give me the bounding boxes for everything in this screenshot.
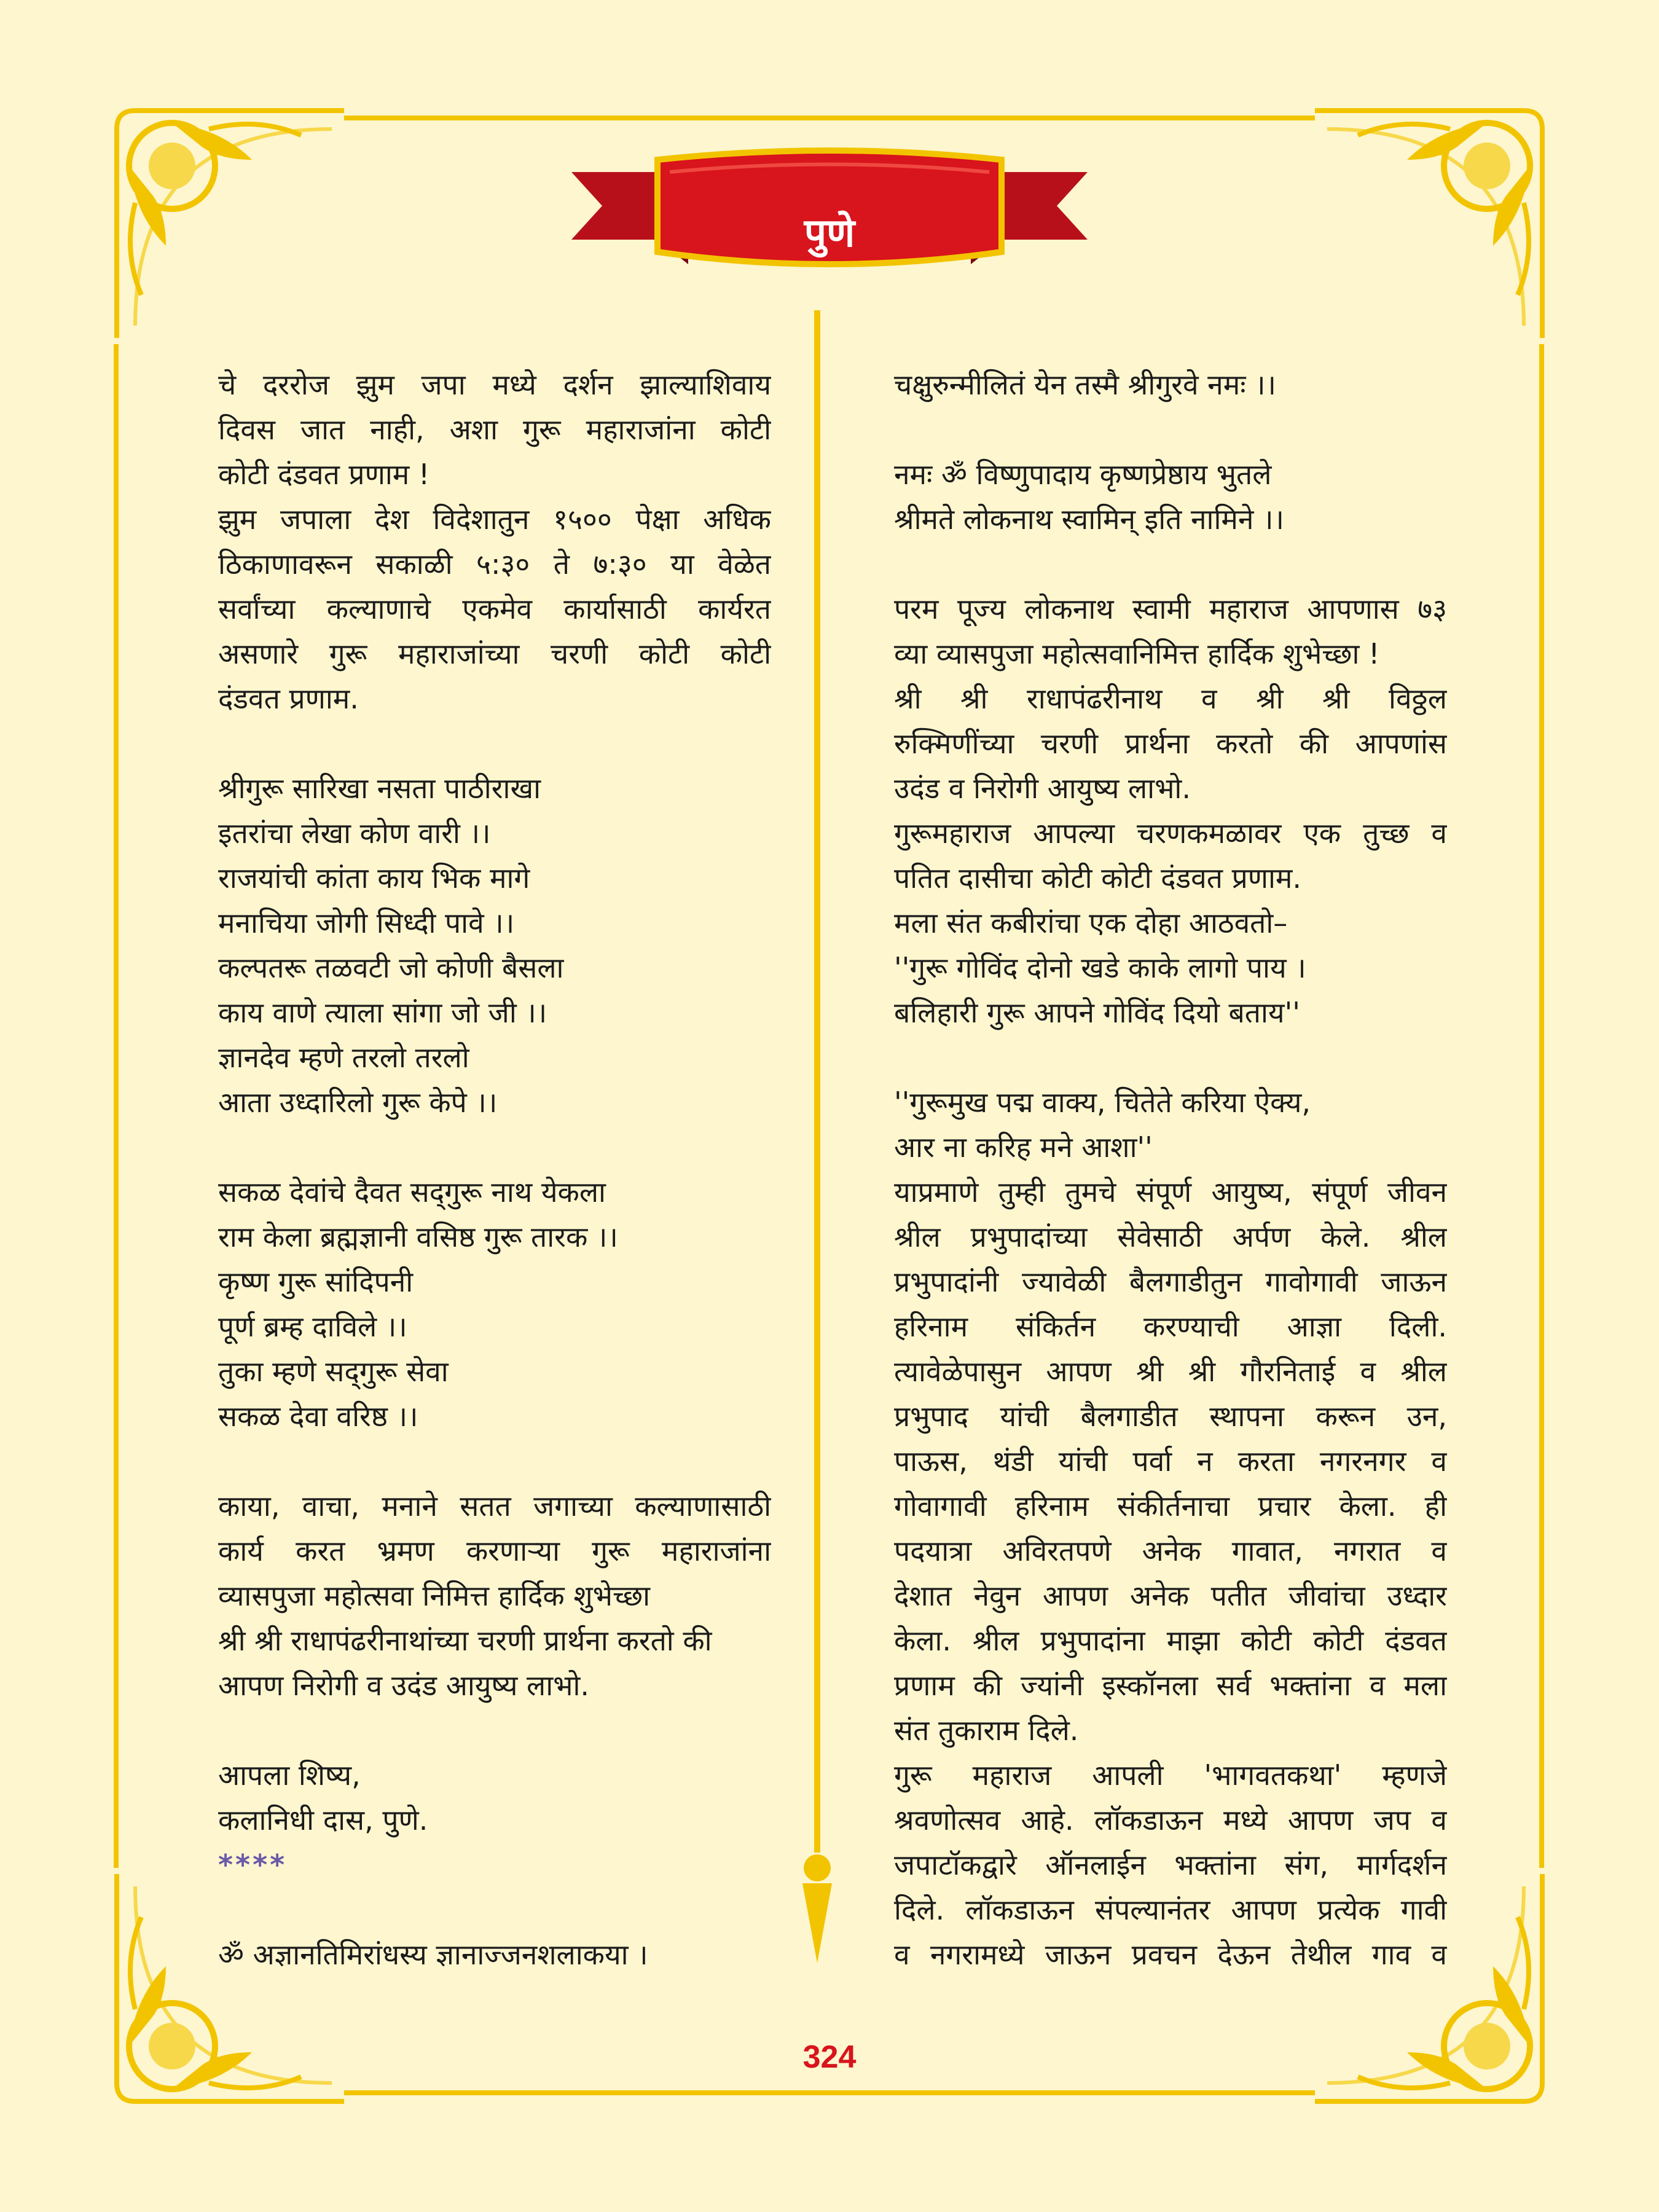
text-line: रुक्मिणींच्या चरणी प्रार्थना करतो की आपणांस — [894, 727, 1447, 760]
text-line: प्रणाम की ज्यांनी इस्कॉनला सर्व भक्तांना व मला — [894, 1669, 1447, 1702]
text-line: तुका म्हणे सद्‌गुरू सेवा — [218, 1355, 449, 1388]
text-line: सकळ देवा वरिष्ठ ।। — [218, 1400, 418, 1433]
text-line: याप्रमाणे तुम्ही तुमचे संपूर्ण आयुष्य, संपूर्ण जीवन — [894, 1175, 1447, 1209]
text-line: उदंड व निरोगी आयुष्य लाभो. — [894, 772, 1191, 805]
paragraph-gap — [218, 1125, 771, 1170]
column-divider — [799, 310, 836, 1969]
page-number: 324 — [802, 2039, 857, 2075]
frame-left-line — [114, 344, 119, 1868]
text-line: चे दररोज झुम जपा मध्ये दर्शन झाल्याशिवाय — [218, 368, 771, 401]
text-line: व्यासपुजा महोत्सवा निमित्त हार्दिक शुभेच्छा — [218, 1579, 651, 1612]
text-line: प्रभुपाद यांची बैलगाडीत स्थापना करून उन, — [894, 1400, 1447, 1433]
paragraph-gap — [218, 1708, 771, 1753]
text-line: काया, वाचा, मनाने सतत जगाच्या कल्याणासाठी — [218, 1489, 771, 1523]
text-line: मनाचिया जोगी सिध्दी पावे ।। — [218, 906, 515, 939]
text-line: गोवागावी हरिनाम संकीर्तनाचा प्रचार केला. ही — [894, 1489, 1447, 1523]
text-line: संत तुकाराम दिले. — [894, 1714, 1079, 1747]
text-line: केला. श्रील प्रभुपादांना माझा कोटी कोटी दंडवत — [894, 1624, 1447, 1657]
text-line: ''गुरूमुख पद्म वाक्य, चितेते करिया ऐक्य, — [894, 1086, 1311, 1119]
text-line: सकळ देवांचे दैवत सद्‌गुरू नाथ येकला — [218, 1175, 606, 1209]
text-line: व नगरामध्ये जाऊन प्रवचन देऊन तेथील गाव व — [894, 1938, 1447, 1971]
text-line: आर ना करिह मने आशा'' — [894, 1131, 1153, 1164]
text-line: पदयात्रा अविरतपणे अनेक गावात, नगरात व — [894, 1534, 1447, 1567]
text-line: आपण निरोगी व उदंड आयुष्य लाभो. — [218, 1669, 589, 1702]
text-line: हरिनाम संकिर्तन करण्याची आज्ञा दिली. — [894, 1310, 1447, 1343]
text-line: असणारे गुरू महाराजांच्या चरणी कोटी कोटी — [218, 637, 771, 670]
text-line: चक्षुरुन्मीलितं येन तस्मै श्रीगुरवे नमः ।। — [894, 368, 1276, 401]
text-line: दंडवत प्रणाम. — [218, 682, 359, 715]
text-line: श्रीमते लोकनाथ स्वामिन् इति नामिने ।। — [894, 503, 1284, 536]
text-line: कल्पतरू तळवटी जो कोणी बैसला — [218, 951, 564, 984]
text-line: कृष्ण गुरू सांदिपनी — [218, 1265, 414, 1298]
paragraph-gap — [218, 1439, 771, 1484]
text-line: श्री श्री राधापंढरीनाथ व श्री श्री विठ्ठल — [894, 682, 1447, 715]
text-line: श्रवणोत्सव आहे. लॉकडाऊन मध्ये आपण जप व — [894, 1803, 1447, 1837]
paragraph-gap — [894, 1035, 1447, 1080]
frame-bottom-line — [344, 2090, 1315, 2095]
text-line: ''गुरू गोविंद दोनो खडे काके लागो पाय । — [894, 951, 1306, 984]
text-line: नमः ॐ विष्णुपादाय कृष्णप्रेष्ठाय भुतले — [894, 458, 1272, 491]
text-line: दिले. लॉकडाऊन संपल्यानंतर आपण प्रत्येक गावी — [894, 1893, 1447, 1926]
text-line: गुरू महाराज आपली 'भागवतकथा' म्हणजे — [894, 1759, 1447, 1792]
page-title: पुणे — [804, 211, 855, 256]
text-line: कलानिधी दास, पुणे. — [218, 1803, 428, 1837]
text-line: सर्वांच्या कल्याणाचे एकमेव कार्यासाठी कार्यरत — [218, 592, 771, 626]
corner-ornament-top-left — [98, 92, 363, 356]
corner-ornament-top-right — [1296, 92, 1561, 356]
text-line: ठिकाणावरून सकाळी ५:३० ते ७:३० या वेळेत — [218, 547, 771, 581]
text-line: कोटी दंडवत प्रणाम ! — [218, 458, 430, 491]
text-line: कार्य करत भ्रमण करणाऱ्या गुरू महाराजांना — [218, 1534, 771, 1567]
paragraph-gap — [218, 1888, 771, 1932]
paragraph-gap — [894, 542, 1447, 587]
frame-right-line — [1539, 344, 1544, 1868]
text-line: जपाटॉकद्वारे ऑनलाईन भक्तांना संग, मार्गदर्शन — [894, 1848, 1447, 1881]
left-column — [218, 363, 771, 1977]
text-line: काय वाणे त्याला सांगा जो जी ।। — [218, 996, 547, 1029]
right-column — [894, 363, 1447, 1977]
text-line: व्या व्यासपुजा महोत्सवानिमित्त हार्दिक शुभेच्छा ! — [894, 637, 1380, 670]
text-line: ॐ अज्ञानतिमिरांधस्य ज्ञानाज्जनशलाकया । — [218, 1938, 648, 1971]
paragraph-gap — [218, 721, 771, 766]
text-line: आता उध्दारिलो गुरू केपे ।। — [218, 1086, 498, 1119]
text-line: राजयांची कांता काय भिक मागे — [218, 861, 530, 895]
text-line: देशात नेवुन आपण अनेक पतीत जीवांचा उध्दार — [894, 1579, 1447, 1612]
text-line: प्रभुपादांनी ज्यावेळी बैलगाडीतुन गावोगावी जाऊन — [894, 1265, 1447, 1298]
paragraph-gap — [894, 407, 1447, 452]
text-line: गुरूमहाराज आपल्या चरणकमळावर एक तुच्छ व — [894, 817, 1447, 850]
text-line: श्री श्री राधापंढरीनाथांच्या चरणी प्रार्थना करतो की — [218, 1624, 712, 1657]
text-line: **** — [218, 1848, 288, 1881]
text-line: पूर्ण ब्रम्ह दाविले ।। — [218, 1310, 407, 1343]
text-line: पतित दासीचा कोटी कोटी दंडवत प्रणाम. — [894, 861, 1302, 895]
text-line: मला संत कबीरांचा एक दोहा आठवतो– — [894, 906, 1288, 939]
text-line: राम केला ब्रह्मज्ञानी वसिष्ठ गुरू तारक ।। — [218, 1220, 618, 1253]
text-line: त्यावेळेपासुन आपण श्री श्री गौरनिताई व श्रील — [894, 1355, 1447, 1388]
text-line: बलिहारी गुरू आपने गोविंद दियो बताय'' — [894, 996, 1300, 1029]
text-line: श्रीगुरू सारिखा नसता पाठीराखा — [218, 772, 541, 805]
text-line: पाऊस, थंडी यांची पर्वा न करता नगरनगर व — [894, 1445, 1447, 1478]
text-line: श्रील प्रभुपादांच्या सेवेसाठी अर्पण केले. श्रील — [894, 1220, 1447, 1253]
text-line: झुम जपाला देश विदेशातुन १५०० पेक्षा अधिक — [218, 503, 771, 536]
text-line: आपला शिष्य, — [218, 1759, 361, 1792]
text-line: ज्ञानदेव म्हणे तरलो तरलो — [218, 1041, 469, 1074]
text-line: इतरांचा लेखा कोण वारी ।। — [218, 817, 491, 850]
text-line: परम पूज्य लोकनाथ स्वामी महाराज आपणास ७३ — [894, 592, 1447, 626]
text-line: दिवस जात नाही, अशा गुरू महाराजांना कोटी — [218, 413, 771, 446]
frame-top-line — [344, 116, 1315, 120]
